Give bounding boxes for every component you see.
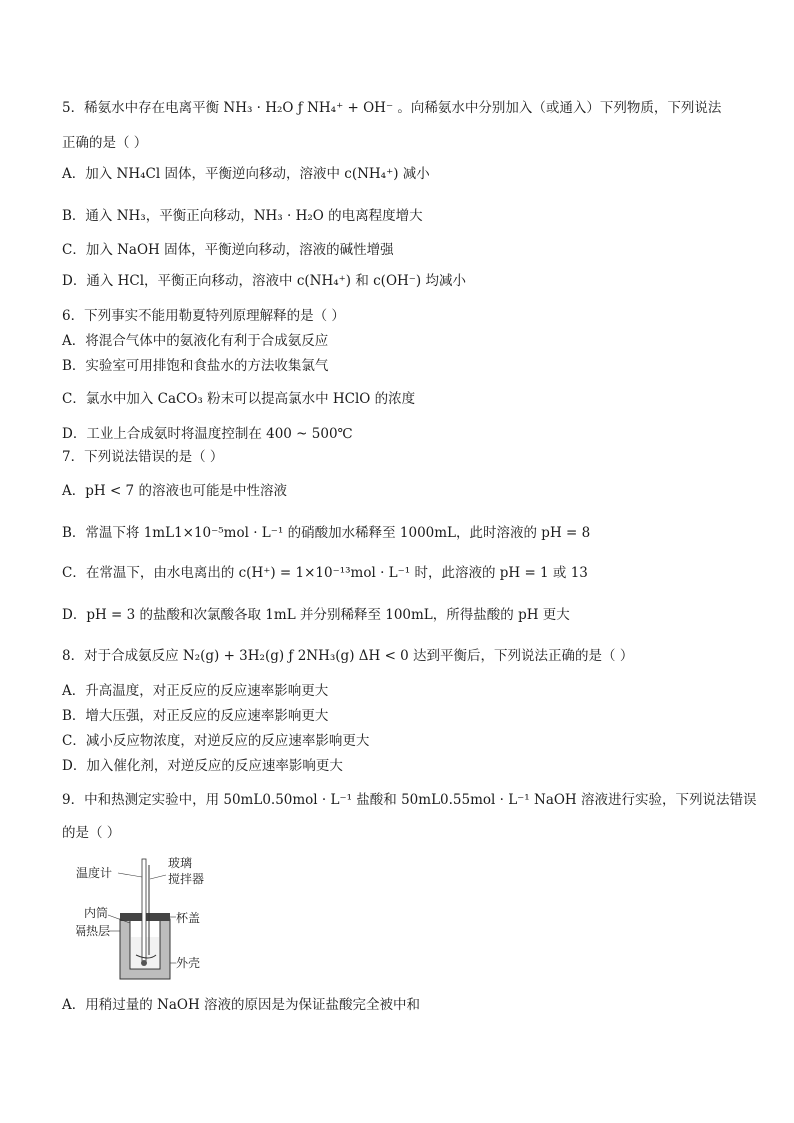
- q6-option-d: D．工业上合成氨时将温度控制在 400 ~ 500℃: [62, 426, 353, 442]
- q9-line2: 的是（ ）: [62, 825, 121, 841]
- label-stirrer-2: 搅拌器: [168, 872, 205, 886]
- q8-option-c: C．减小反应物浓度，对逆反应的反应速率影响更大: [62, 733, 370, 749]
- q5-option-c: C．加入 NaOH 固体，平衡逆向移动，溶液的碱性增强: [62, 242, 394, 258]
- q7-option-b: B．常温下将 1mL1×10⁻⁵mol · L⁻¹ 的硝酸加水稀释至 1000mL，此时溶液的 pH = 8: [62, 525, 591, 541]
- thermometer-shape: [142, 859, 146, 963]
- q6-option-b: B．实验室可用排饱和食盐水的方法收集氯气: [62, 358, 329, 374]
- q9-option-a: A．用稍过量的 NaOH 溶液的原因是为保证盐酸完全被中和: [62, 997, 421, 1013]
- q8-option-b: B．增大压强，对正反应的反应速率影响更大: [62, 708, 329, 724]
- q5-line1: 5．稀氨水中存在电离平衡 NH₃ · H₂O ƒ NH₄⁺ + OH⁻ 。向稀氨水中分别加入（或通入）下列物质，下列说法: [62, 100, 722, 116]
- label-outer-shell: 外壳: [176, 956, 201, 970]
- q7-option-a: A．pH < 7 的溶液也可能是中性溶液: [62, 483, 287, 499]
- q5-option-b: B．通入 NH₃，平衡正向移动，NH₃ · H₂O 的电离程度增大: [62, 208, 423, 224]
- q5-option-d: D．通入 HCl，平衡正向移动，溶液中 c(NH₄⁺) 和 c(OH⁻) 均减小: [62, 273, 466, 289]
- q5-option-a: A．加入 NH₄Cl 固体，平衡逆向移动，溶液中 c(NH₄⁺) 减小: [62, 166, 430, 182]
- q8-option-a: A．升高温度，对正反应的反应速率影响更大: [62, 683, 329, 699]
- label-inner-cup: 内筒: [84, 906, 109, 920]
- thermometer-bulb: [141, 960, 147, 966]
- label-insulation: 隔热层: [76, 924, 111, 938]
- q7-stem: 7．下列说法错误的是（ ）: [62, 449, 224, 465]
- q7-option-d: D．pH = 3 的盐酸和次氯酸各取 1mL 并分别稀释至 100mL，所得盐酸的 pH 更大: [62, 607, 570, 623]
- q6-option-a: A．将混合气体中的氨液化有利于合成氨反应: [62, 333, 329, 349]
- q7-option-c: C．在常温下，由水电离出的 c(H⁺) = 1×10⁻¹³mol · L⁻¹ 时，此溶液的 pH = 1 或 13: [62, 565, 588, 581]
- calorimeter-figure: [76, 855, 206, 985]
- q5-line2: 正确的是（ ）: [62, 135, 148, 151]
- q8-option-d: D．加入催化剂，对逆反应的反应速率影响更大: [62, 758, 343, 774]
- q6-option-c: C．氯水中加入 CaCO₃ 粉末可以提高氯水中 HClO 的浓度: [62, 391, 416, 407]
- label-lid: 杯盖: [176, 911, 201, 925]
- q6-stem: 6．下列事实不能用勒夏特列原理解释的是（ ）: [62, 308, 345, 324]
- label-thermometer: 温度计: [76, 866, 113, 880]
- q8-stem: 8．对于合成氨反应 N₂(g) + 3H₂(g) ƒ 2NH₃(g) ΔH < 0 达到平衡后，下列说法正确的是（ ）: [62, 648, 634, 664]
- q9-line1: 9．中和热测定实验中，用 50mL0.50mol · L⁻¹ 盐酸和 50mL0.55mol · L⁻¹ NaOH 溶液进行实验，下列说法错误: [62, 792, 757, 808]
- label-stirrer-1: 玻璃: [168, 856, 193, 870]
- calorimeter-diagram: [76, 855, 206, 985]
